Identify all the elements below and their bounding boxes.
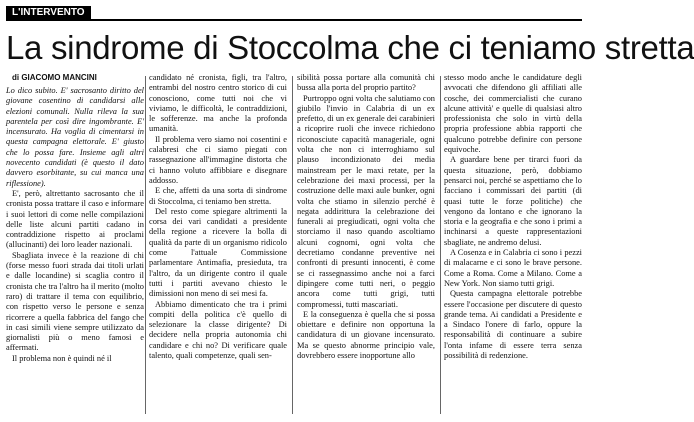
- paragraph: sibilità possa portare alla comunità chi bussa alla porta del proprio partito?: [297, 73, 435, 93]
- byline: di GIACOMO MANCINI: [12, 73, 97, 82]
- column-divider: [440, 76, 441, 414]
- headline: La sindrome di Stoccolma che ci teniamo stretta: [6, 29, 694, 66]
- paragraph: Purtroppo ogni volta che salutiamo con giubilo l'invio in Calabria di un ex prefetto, di un ex generale dei carabinieri a ricoprire ruoli che invece richiedono riconosciute capacità manageriale, ogni volta che non ci interroghiamo sul plauso incondizionato dei media mainstream per le maxi retate, per la celebrazione dei maxi processi, per la costruzione delle maxi aule bunker, ogni volta che stiamo in silenzio perché è negata addirittura la celebrazione dei funerali ai pregiudicati, ogni volta che storciamo il naso quando ascoltiamo alcuni cognomi, ogni volta che decretiamo condanne preventive nei confronti di presunti innocenti, è come se ci rassegnassimo anche noi a farci dipingere come tutti neri, o peggio ancora come tutti grigi, tutti compromessi, tutti mascariati.: [297, 93, 435, 309]
- paragraph: candidato né cronista, figli, tra l'altro, entrambi del nostro centro storico di cui conosciono, come tutti noi che vi viviamo, le difficoltà, le contraddizioni, le sofferenze. ma anche la profonda umanità.: [149, 73, 287, 134]
- paragraph: stesso modo anche le candidature degli avvocati che difendono gli affiliati alle cosche, dei commercialisti che curano alcune attività' e quelle di qualsiasi altro professionista che solo in virtù della propria professione abbia rapporti che qualcuno potrebbe definire con persone equivoche.: [444, 73, 582, 155]
- article-column-4: [444, 73, 582, 415]
- paragraph: E che, affetti da una sorta di sindrome di Stoccolma, ci teniamo ben stretta.: [149, 186, 287, 206]
- paragraph: A Cosenza e in Calabria ci sono i pezzi di malacarne e ci sono le brave persone. Come a Roma. Come a Milano. Come a New York. Non siamo tutti grigi.: [444, 248, 582, 288]
- article-column-2: [149, 73, 287, 415]
- paragraph: E', però, altrettanto sacrosanto che il cronista possa trattare il caso e informare i suoi lettori di come nelle compilazioni delle liste alcuni partiti cadano in contraddizione rispetto ai proclami (allucinanti) dei loro leader nazionali.: [6, 188, 144, 250]
- paragraph: Il problema vero siamo noi cosentini e calabresi che ci siamo piegati con rassegnazione all'immagine distorta che ci hanno voluto affibbiare e disegnare addosso.: [149, 134, 287, 185]
- paragraph: Abbiamo dimenticato che tra i primi compiti della politica c'è quello di selezionare la classe dirigente? Di decidere nella propria autonomia chi candidare e chi no? Di verificare quale talento, quali competenze, quali sen-: [149, 299, 287, 361]
- paragraph: Lo dico subito. E' sacrosanto diritto del giovane cosentino di candidarsi alle elezioni comunali. Nulla rileva la sua parentela per così dire ingombrante. E' incensurato. Ha voglia di cimentarsi in questa campagna elettorale. E' giusto che lo possa fare. Insieme agli altri novecento candidati (è questo il dato davvero esorbitante, su cui manca una riflessione).: [6, 86, 144, 188]
- section-rule: [6, 19, 582, 21]
- section-kicker: L'INTERVENTO: [6, 6, 91, 19]
- paragraph: Sbagliata invece è la reazione di chi (forse messo fuori strada dai titoli urlati e dalle locandine) si scaglia contro il cronista che tra l'altro ha il merito (molto raro) di trattare il tema con equilibrio, con rispetto verso le persone e senza ricorrere a quella fabbrica del fango che in casi simili viene sempre utilizzato da giornalisti più o meno famosi e affermati.: [6, 250, 144, 353]
- article-column-3: [297, 73, 435, 415]
- column-divider: [145, 76, 146, 414]
- article-column-1: [6, 86, 144, 415]
- paragraph: Del resto come spiegare altrimenti la corsa dei vari candidati a presidente della regione a ricevere la bolla di qualità da parte di un organismo ridicolo come l'attuale Commissione parlamentare Antimafia, presieduta, tra l'altro, da un dirigente contro il quale tutti i partiti avevano chiesto le dimissioni non meno di sei mesi fa.: [149, 206, 287, 299]
- paragraph: Questa campagna elettorale potrebbe essere l'occasione per discutere di questo grande tema. Ai candidati a Presidente e a Sindaco l'onere di farlo, oppure la responsabilità di continuare a subire l'onta infame di essere terra senza possibilità di redenzione.: [444, 289, 582, 361]
- paragraph: A guardare bene per tirarci fuori da questa situazione, però, dobbiamo pensarci noi, perché se aspettiamo che lo facciano i commissari dei partiti (di quasi tutte le forze politiche) che vengono da lontano e che ignorano la storia e la geografia e che sono i primi a inchinarsi a queste rappresentazioni sbagliate, ne andremo delusi.: [444, 155, 582, 247]
- column-divider: [292, 76, 293, 414]
- paragraph: E la conseguenza è quella che si possa obiettare e definire non opportuna la candidatura di un giovane incensurato. Ma se questo abnorme principio vale, dovrebbero essere inopportune allo: [297, 309, 435, 361]
- paragraph: Il problema non è quindi né il: [12, 353, 112, 363]
